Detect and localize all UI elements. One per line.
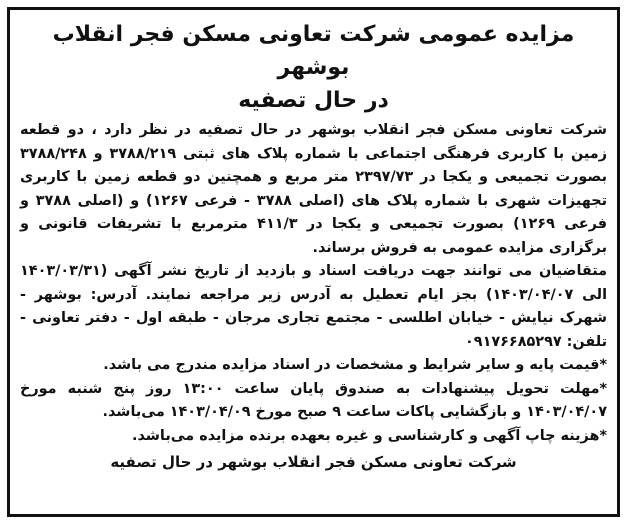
notice-note-3: *هزینه چاپ آگهی و کارشناسی و غیره بعهده برنده مزایده می‌باشد. [131,427,607,444]
notice-note-1: *قیمت پایه و سایر شرایط و مشخصات در اسناد مزایده مندرج می باشد. [103,357,607,373]
notice-title-line-1: مزایده عمومی شرکت تعاونی مسکن فجر انقلاب بوشهر [52,22,575,80]
notice-footer: شرکت تعاونی مسکن فجر انقلاب بوشهر در حال تصفیه [110,453,517,471]
notice-paragraph-2: متقاضیان می توانند جهت دریافت اسناد و بازدید از تاریخ نشر آگهی (۱۴۰۳/۰۳/۳۱ الی ۱۴۰۳/۰۴/۰۷) بجز ایام تعطیل به آدرس زیر مراجعه نمایند. آدرس: بوشهر - شهرک نیایش - خیابان اطلسی - مجتمع تجاری مرجان - طبقه اول - دفتر تعاونی - تلفن: ۰۹۱۷۶۶۸۵۲۹۷ [20,263,607,350]
notice-note-2: *مهلت تحویل پیشنهادات به صندوق پایان ساعت ۱۳:۰۰ روز پنج شنبه مورخ ۱۴۰۳/۰۴/۰۷ و بازگشایی پاکات ساعت ۹ صبح مورخ ۱۴۰۳/۰۴/۰۹ می‌باشد. [20,380,608,420]
notice-border [7,7,620,517]
notice-title-line-2: در حال تصفیه [238,88,389,113]
notice-content [20,18,607,508]
notice-paragraph-1: شرکت تعاونی مسکن فجر انقلاب بوشهر در حال تصفیه در نظر دارد ، دو قطعه زمین با کاربری فرهنگی اجتماعی با شماره پلاک های ثبتی ۳۷۸۸/۲۱۹ و ۳۷۸۸/۲۴۸ بصورت تجمیعی و یکجا در ۲۳۹۷/۷۳ متر مربع و همچنین دو قطعه زمین با کاربری تجهیزات شهری با شماره پلاک های (اصلی ۳۷۸۸ - فرعی ۱۲۶۷) و (اصلی ۳۷۸۸ و فرعی ۱۲۶۹) بصورت تجمیعی و یکجا در ۴۱۱/۳ مترمربع با تشریفات قانونی و برگزاری مزایده عمومی به فروش برساند. [20,122,607,256]
